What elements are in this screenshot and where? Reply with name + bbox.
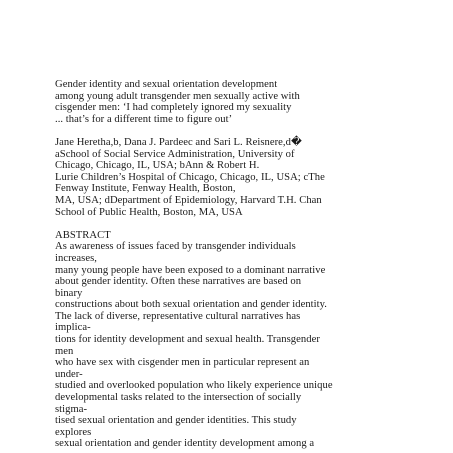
abstract-line: binary — [55, 287, 83, 299]
abstract-line: The lack of diverse, representative cultural narratives has — [55, 310, 301, 322]
abstract-line: men — [55, 345, 74, 357]
abstract-line: about gender identity. Often these narratives are based on — [55, 276, 302, 288]
abstract-line: increases, — [55, 252, 97, 264]
abstract-section — [55, 230, 447, 450]
abstract-line: implica- — [55, 322, 91, 334]
title-line: Gender identity and sexual orientation development — [55, 79, 278, 90]
abstract-line: constructions about both sexual orientation and gender identity. — [55, 299, 327, 311]
spacer — [55, 218, 447, 230]
abstract-line: studied and overlooked population who likely experience unique — [55, 380, 333, 392]
abstract-line: many young people have been exposed to a dominant narrative — [55, 264, 326, 276]
title-line: among young adult transgender men sexually active with — [55, 90, 300, 102]
article-title — [55, 79, 447, 125]
affiliation-line: MA, USA; dDepartment of Epidemiology, Harvard T.H. Chan — [55, 194, 322, 206]
abstract-heading: ABSTRACT — [55, 229, 111, 241]
abstract-line: stigma- — [55, 403, 88, 415]
abstract-line: tised sexual orientation and gender identities. This study — [55, 415, 297, 427]
title-line: cisgender men: ‘I had completely ignored my sexuality — [55, 102, 292, 114]
affiliation-line: School of Public Health, Boston, MA, USA — [55, 206, 243, 218]
abstract-line: As awareness of issues faced by transgender individuals — [55, 241, 296, 253]
author-affiliations — [55, 137, 447, 218]
document-page — [55, 79, 447, 450]
abstract-line: tions for identity development and sexual health. Transgender — [55, 334, 320, 346]
affiliation-line: Fenway Institute, Fenway Health, Boston, — [55, 183, 236, 195]
affiliation-line: Lurie Children’s Hospital of Chicago, Chicago, IL, USA; cThe — [55, 171, 325, 183]
abstract-line: who have sex with cisgender men in particular represent an — [55, 357, 310, 369]
abstract-line: sexual orientation and gender identity development among a — [55, 438, 315, 450]
abstract-line: under- — [55, 368, 83, 380]
abstract-line: developmental tasks related to the intersection of socially — [55, 392, 302, 404]
spacer — [55, 125, 447, 137]
affiliation-line: Chicago, Chicago, IL, USA; bAnn & Robert H. — [55, 160, 260, 172]
affiliation-line: aSchool of Social Service Administration, University of — [55, 148, 295, 160]
abstract-line: explores — [55, 426, 92, 438]
title-line: ... that’s for a different time to figure out’ — [55, 113, 233, 125]
author-line: Jane Heretha,b, Dana J. Pardeec and Sari L. Reisnere,d� — [55, 136, 302, 148]
